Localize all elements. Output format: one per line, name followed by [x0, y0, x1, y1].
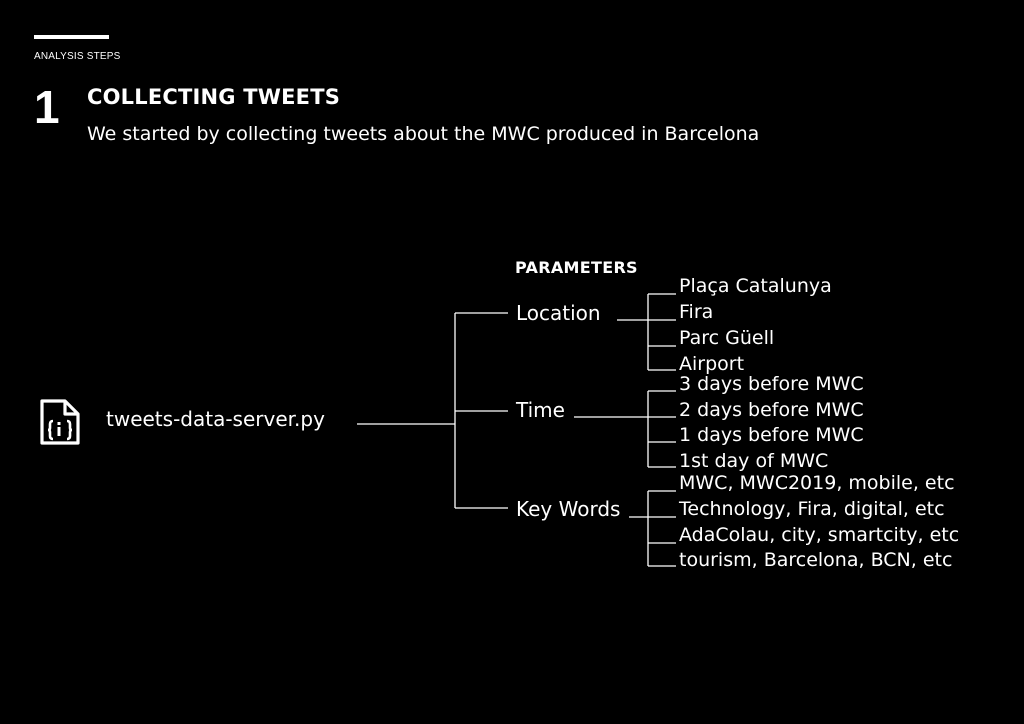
param-location: Location: [516, 301, 601, 325]
leaf-keywords-1: MWC, MWC2019, mobile, etc: [679, 472, 955, 494]
parameters-title: PARAMETERS: [515, 258, 638, 277]
step-description: We started by collecting tweets about the MWC produced in Barcelona: [87, 123, 760, 145]
leaf-keywords-4: tourism, Barcelona, BCN, etc: [679, 549, 953, 571]
param-key-words: Key Words: [516, 497, 621, 521]
leaf-location-1: Plaça Catalunya: [679, 275, 832, 297]
leaf-location-4: Airport: [679, 353, 745, 375]
leaf-location-2: Fira: [679, 301, 714, 323]
leaf-time-3: 1 days before MWC: [679, 424, 864, 446]
leaf-location-3: Parc Güell: [679, 327, 775, 349]
leaf-time-4: 1st day of MWC: [679, 450, 829, 472]
step-number: 1: [34, 81, 60, 133]
root-file-name: tweets-data-server.py: [106, 407, 325, 431]
leaf-time-1: 3 days before MWC: [679, 373, 864, 395]
section-label: ANALYSIS STEPS: [34, 51, 121, 62]
leaf-time-2: 2 days before MWC: [679, 399, 864, 421]
leaf-keywords-3: AdaColau, city, smartcity, etc: [679, 524, 960, 546]
step-title: COLLECTING TWEETS: [87, 85, 341, 109]
leaf-keywords-2: Technology, Fira, digital, etc: [679, 498, 945, 520]
param-time: Time: [516, 398, 565, 422]
python-file-icon: [38, 397, 82, 447]
